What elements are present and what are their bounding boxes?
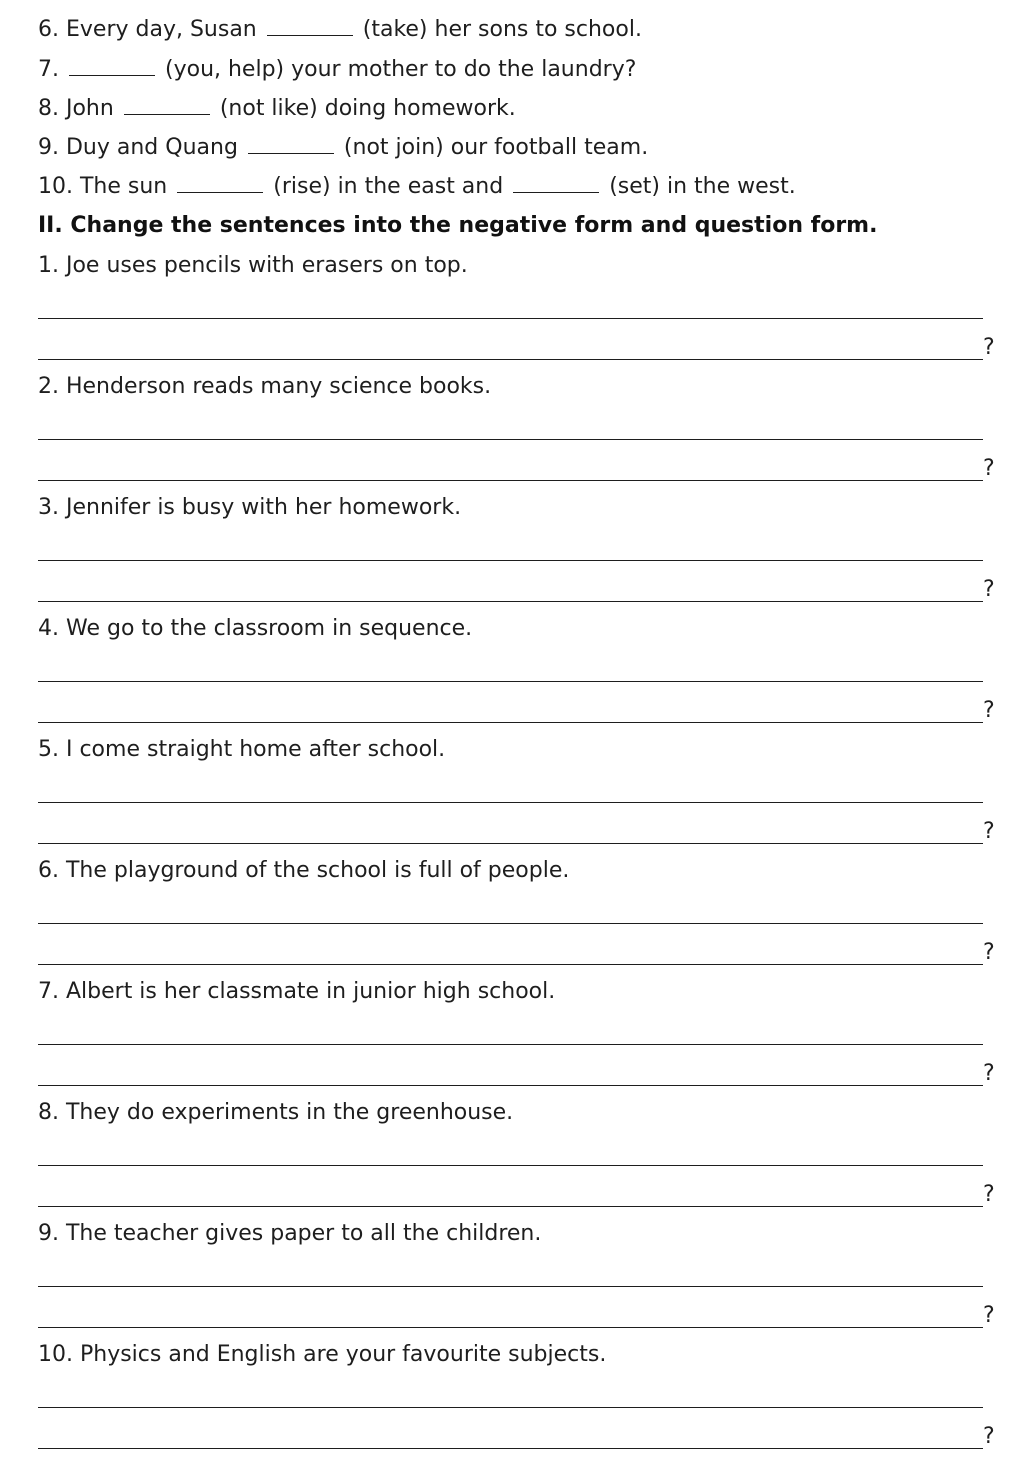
sentence-prompt: 6. The playground of the school is full of people. [38,858,570,883]
exercise-item-10 [38,174,796,200]
answer-blank[interactable] [177,174,263,193]
question-answer-line[interactable] [38,722,983,723]
sentence-prompt: 10. Physics and English are your favourite subjects. [38,1342,607,1367]
negative-answer-line[interactable] [38,1286,983,1287]
item-text-after: (you, help) your mother to do the laundry? [165,57,637,82]
question-answer-line[interactable] [38,1448,983,1449]
question-mark: ? [983,577,995,602]
answer-blank[interactable] [69,57,155,76]
question-answer-line[interactable] [38,964,983,965]
question-mark: ? [983,1061,995,1086]
exercise-item-8 [38,96,516,122]
section-heading: II. Change the sentences into the negative form and question form. [38,213,878,238]
negative-answer-line[interactable] [38,1407,983,1408]
sentence-prompt: 1. Joe uses pencils with erasers on top. [38,253,468,278]
item-text-middle: (rise) in the east and [273,174,504,199]
negative-answer-line[interactable] [38,1044,983,1045]
question-answer-line[interactable] [38,1206,983,1207]
question-answer-line[interactable] [38,601,983,602]
item-text-after: (not join) our football team. [343,135,649,160]
answer-blank[interactable] [248,135,334,154]
item-text-after: (set) in the west. [609,174,796,199]
question-answer-line[interactable] [38,1085,983,1086]
question-mark: ? [983,940,995,965]
exercise-item-9 [38,135,648,161]
exercise-item-6 [38,17,642,43]
item-text-before: 10. The sun [38,174,168,199]
sentence-prompt: 9. The teacher gives paper to all the children. [38,1221,542,1246]
answer-blank[interactable] [267,17,353,36]
question-mark: ? [983,819,995,844]
question-mark: ? [983,1182,995,1207]
negative-answer-line[interactable] [38,681,983,682]
negative-answer-line[interactable] [38,802,983,803]
sentence-prompt: 5. I come straight home after school. [38,737,446,762]
question-mark: ? [983,698,995,723]
negative-answer-line[interactable] [38,439,983,440]
sentence-prompt: 2. Henderson reads many science books. [38,374,492,399]
item-text-before: 7. [38,57,59,82]
answer-blank[interactable] [513,174,599,193]
sentence-prompt: 8. They do experiments in the greenhouse. [38,1100,514,1125]
item-text-before: 6. Every day, Susan [38,17,257,42]
negative-answer-line[interactable] [38,1165,983,1166]
item-text-after: (take) her sons to school. [362,17,642,42]
exercise-item-7 [38,57,636,83]
item-text-before: 8. John [38,96,114,121]
question-mark: ? [983,456,995,481]
negative-answer-line[interactable] [38,560,983,561]
question-mark: ? [983,335,995,360]
negative-answer-line[interactable] [38,318,983,319]
question-answer-line[interactable] [38,359,983,360]
item-text-after: (not like) doing homework. [219,96,516,121]
question-mark: ? [983,1424,995,1449]
sentence-prompt: 3. Jennifer is busy with her homework. [38,495,462,520]
answer-blank[interactable] [124,96,210,115]
question-answer-line[interactable] [38,480,983,481]
question-mark: ? [983,1303,995,1328]
question-answer-line[interactable] [38,843,983,844]
question-answer-line[interactable] [38,1327,983,1328]
negative-answer-line[interactable] [38,923,983,924]
item-text-before: 9. Duy and Quang [38,135,238,160]
sentence-prompt: 7. Albert is her classmate in junior high school. [38,979,556,1004]
sentence-prompt: 4. We go to the classroom in sequence. [38,616,473,641]
